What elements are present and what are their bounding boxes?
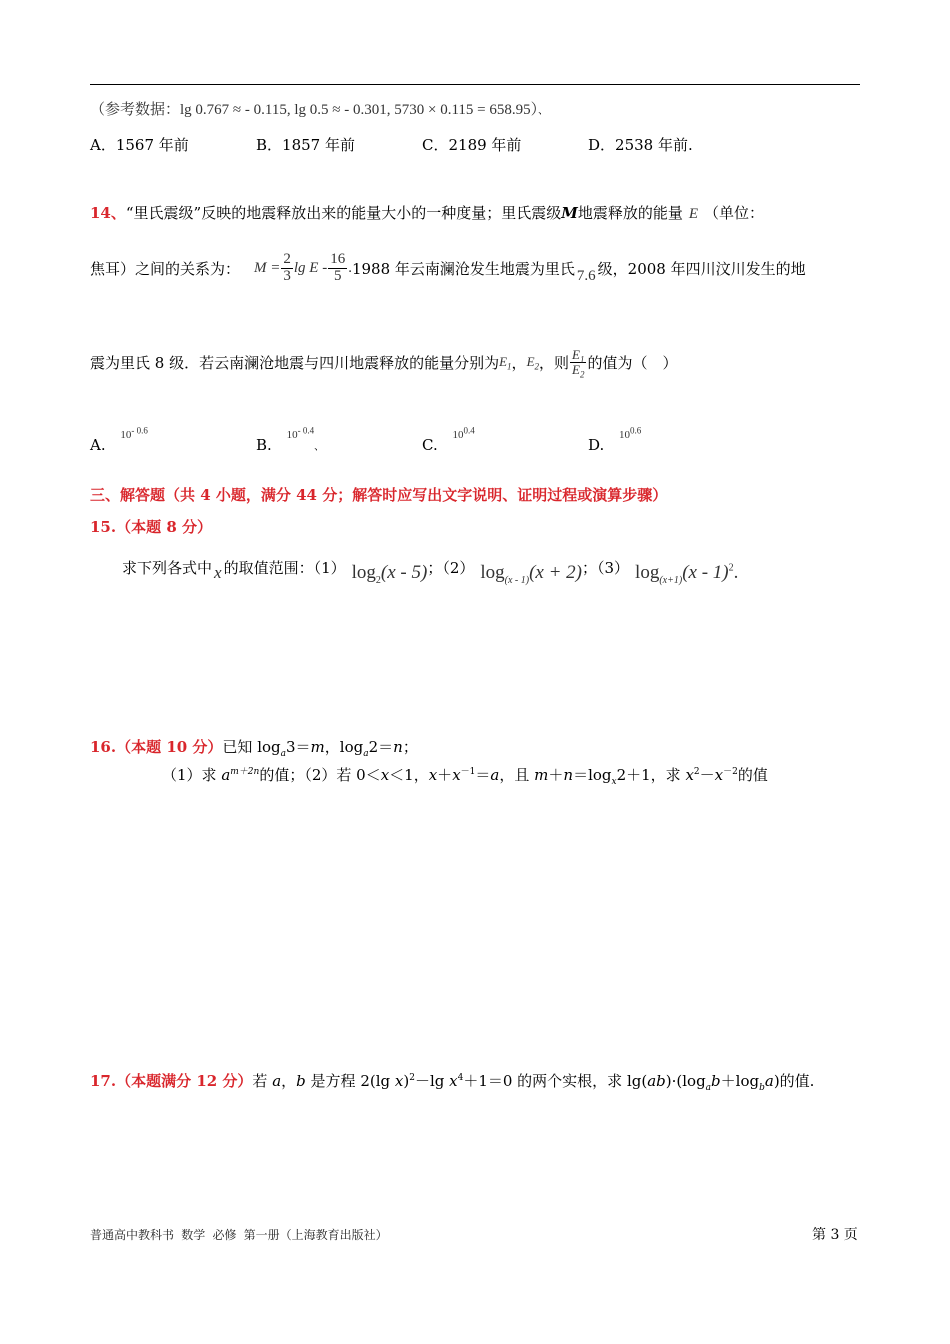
q16-plus: ＋ (437, 766, 453, 784)
q17-t6: ＋1＝0 的两个实根，求 lg( (463, 1072, 648, 1090)
q14-text-3: （单位： (704, 204, 765, 222)
reference-tick: 、 (538, 106, 549, 117)
q17-t3: 是方程 2(lg (305, 1072, 395, 1090)
q14-option-a-value: 10- 0.6 (120, 425, 148, 441)
q15-line (122, 556, 739, 586)
q17-sq: 2 (409, 1073, 415, 1083)
q14-frac1-num: 2 (283, 251, 291, 267)
q14-ratio-den: $E_2$ (572, 361, 585, 380)
q16-x2: x (428, 766, 438, 784)
q16-part-1-end: 的值；（2）若 0＜ (259, 766, 381, 784)
q14-line-1 (90, 202, 764, 223)
q15-semi-2: ；（3） (582, 558, 630, 577)
q17-line (90, 1070, 814, 1091)
q14-option-a (90, 425, 148, 454)
q16-n2: n (563, 766, 574, 784)
q14-formula-lhs: M = (254, 259, 281, 276)
q16-given-3: ，log (324, 738, 364, 756)
q14-option-c-label: C. (422, 436, 438, 454)
q14-frac1-den: 3 (283, 267, 291, 284)
reference-prefix: （参考数据： (90, 100, 181, 118)
q14-line-2 (90, 252, 806, 285)
q14-text-8: 的值为（ ） (587, 353, 678, 372)
q13-option-c: C．2189 年前 (422, 136, 522, 154)
q15-var-x: x (214, 563, 222, 582)
q14-formula-mid: lg E - (293, 259, 328, 276)
q17-a3: a (764, 1072, 774, 1090)
q14-option-b-tail: 、 (314, 442, 325, 453)
q14-option-d-label: D. (588, 436, 605, 454)
q17-four: 4 (457, 1073, 464, 1083)
q17-t2: ， (281, 1072, 297, 1090)
q16-sub-a2: a (363, 749, 369, 759)
q17-b: b (296, 1072, 306, 1090)
q16-neg2: －2 (723, 767, 738, 777)
q16-x1: x (380, 766, 390, 784)
q17-b2: b (711, 1072, 721, 1090)
q16-sub-a1: a (280, 749, 286, 759)
q14-then: ，则 (539, 353, 570, 372)
q14-magnitude: 7.6 (576, 267, 596, 284)
q16-header: 16.（本题 10 分） (90, 738, 223, 756)
q16-a2: a (490, 766, 500, 784)
q15-header: 15.（本题 8 分） (90, 518, 212, 536)
q16-two: 2 (693, 767, 700, 777)
q14-option-a-label: A. (90, 436, 106, 454)
q14-option-b-value: 10- 0.4 (286, 425, 315, 441)
q16-eq-a: ＝ (475, 766, 491, 784)
q16-minus: － (699, 766, 715, 784)
q17-a: a (272, 1072, 282, 1090)
q15-text: 求下列各式中 (122, 558, 213, 577)
q16-given-5: ； (402, 738, 418, 756)
q14-fraction-2-3 (281, 252, 293, 285)
q14-text-4: 焦耳）之间的关系为： (90, 259, 241, 278)
q13-option-b: B．1857 年前 (256, 136, 355, 154)
q17-t4: ) (403, 1072, 410, 1090)
q16-x3: x (452, 766, 461, 784)
footer-book-title: 普通高中教科书 数学 必修 第一册（上海教育出版社） (90, 1228, 388, 1242)
q15-text-2: 的取值范围：（1） (223, 558, 346, 577)
q16-given-1: 已知 log (222, 738, 281, 756)
q16-eq-log: ＝log (573, 766, 612, 784)
q14-text-5: 1988 年云南澜沧发生地震为里氏 (351, 259, 575, 278)
q14-option-b (256, 425, 325, 454)
q15-part-3: $\log_{(x+1)}(x - 1)^2$. (635, 562, 739, 586)
q16-line-2 (162, 764, 768, 785)
q17-t7: )·(log (665, 1072, 706, 1090)
q17-sa: a (705, 1083, 712, 1093)
q16-plus2: ＋ (548, 766, 564, 784)
q14-option-c (422, 425, 475, 454)
q14-e2: $E_2$ (526, 354, 540, 372)
q17-t9: )的值. (773, 1072, 815, 1090)
q14-number: 14、 (90, 204, 126, 222)
q13-option-d: D．2538 年前. (588, 136, 693, 154)
q16-x4: x (685, 766, 694, 784)
q17-header: 17.（本题满分 12 分） (90, 1072, 253, 1090)
q15-semi-1: ；（2） (427, 558, 475, 577)
q14-frac2-num: 16 (330, 251, 346, 267)
q16-m: m (310, 738, 325, 756)
q15-part-2: $\log_{(x - 1)}(x + 2)$ (480, 562, 582, 586)
q17-t8: ＋log (720, 1072, 760, 1090)
footer-page-number: 第 3 页 (812, 1227, 858, 1243)
q16-end: 的值 (737, 766, 768, 784)
section-3-title: 三、解答题（共 4 小题，满分 44 分；解答时应写出文字说明、证明过程或演算步骤） (90, 486, 668, 504)
q17-sb: b (759, 1083, 765, 1093)
q14-ratio-num: $E_1$ (572, 346, 585, 365)
q17-x2: x (449, 1072, 458, 1090)
q15-part-1: $\log_2(x - 5)$ (351, 562, 428, 586)
q16-m2: m (534, 766, 549, 784)
q14-var-m: M (561, 204, 578, 222)
q14-fraction-16-5 (328, 252, 347, 285)
q14-text-7: 震为里氏 8 级．若云南澜沧地震与四川地震释放的能量分别为 (90, 353, 500, 372)
q16-n: n (393, 738, 403, 756)
q16-part-1: （1）求 (162, 766, 222, 784)
q14-text-6: 级，2008 年四川汶川发生的地 (597, 259, 806, 278)
q14-option-c-value: 100.4 (452, 425, 475, 441)
q14-ratio-fraction (570, 346, 586, 380)
reference-data (90, 98, 548, 119)
q16-given-4: 2＝ (368, 738, 394, 756)
q14-option-b-label: B. (256, 436, 272, 454)
reference-suffix: ） (530, 100, 539, 118)
q16-lt: ＜1， (389, 766, 429, 784)
q16-exp: m＋2n (230, 767, 260, 777)
q14-e1: $E_1$ (499, 354, 512, 372)
q16-given-2: 3＝ (286, 738, 311, 756)
q14-line-3 (90, 338, 678, 386)
q14-formula-dot: . (348, 259, 352, 276)
q14-option-d-value: 100.6 (619, 425, 642, 441)
q14-text-2: 地震释放的能量 (577, 204, 683, 222)
q13-option-a: A．1567 年前 (90, 136, 189, 154)
q14-option-d (588, 425, 642, 454)
q16-rest: 2＋1，求 (616, 766, 686, 784)
reference-formula: lg 0.767 ≈ - 0.115, lg 0.5 ≈ - 0.301, 5730 × 0.115 = 658.95 (180, 102, 531, 118)
q14-text-1: “里氏震级”反映的地震释放出来的能量大小的一种度量；里氏震级 (125, 204, 562, 222)
q16-sub-x: x (611, 777, 617, 787)
q16-x5: x (714, 766, 724, 784)
q16-and: ，且 (499, 766, 535, 784)
q14-comma: ， (511, 353, 527, 372)
q16-a: a (221, 766, 231, 784)
q17-t5: －lg (414, 1072, 450, 1090)
q17-x: x (394, 1072, 404, 1090)
header-rule (90, 84, 860, 85)
q14-frac2-den: 5 (333, 267, 342, 284)
q17-ab: ab (647, 1072, 666, 1090)
q17-t1: 若 (252, 1072, 273, 1090)
q14-var-e: E (688, 206, 699, 222)
q16-neg1: －1 (460, 767, 476, 777)
q16-line-1 (90, 736, 418, 757)
